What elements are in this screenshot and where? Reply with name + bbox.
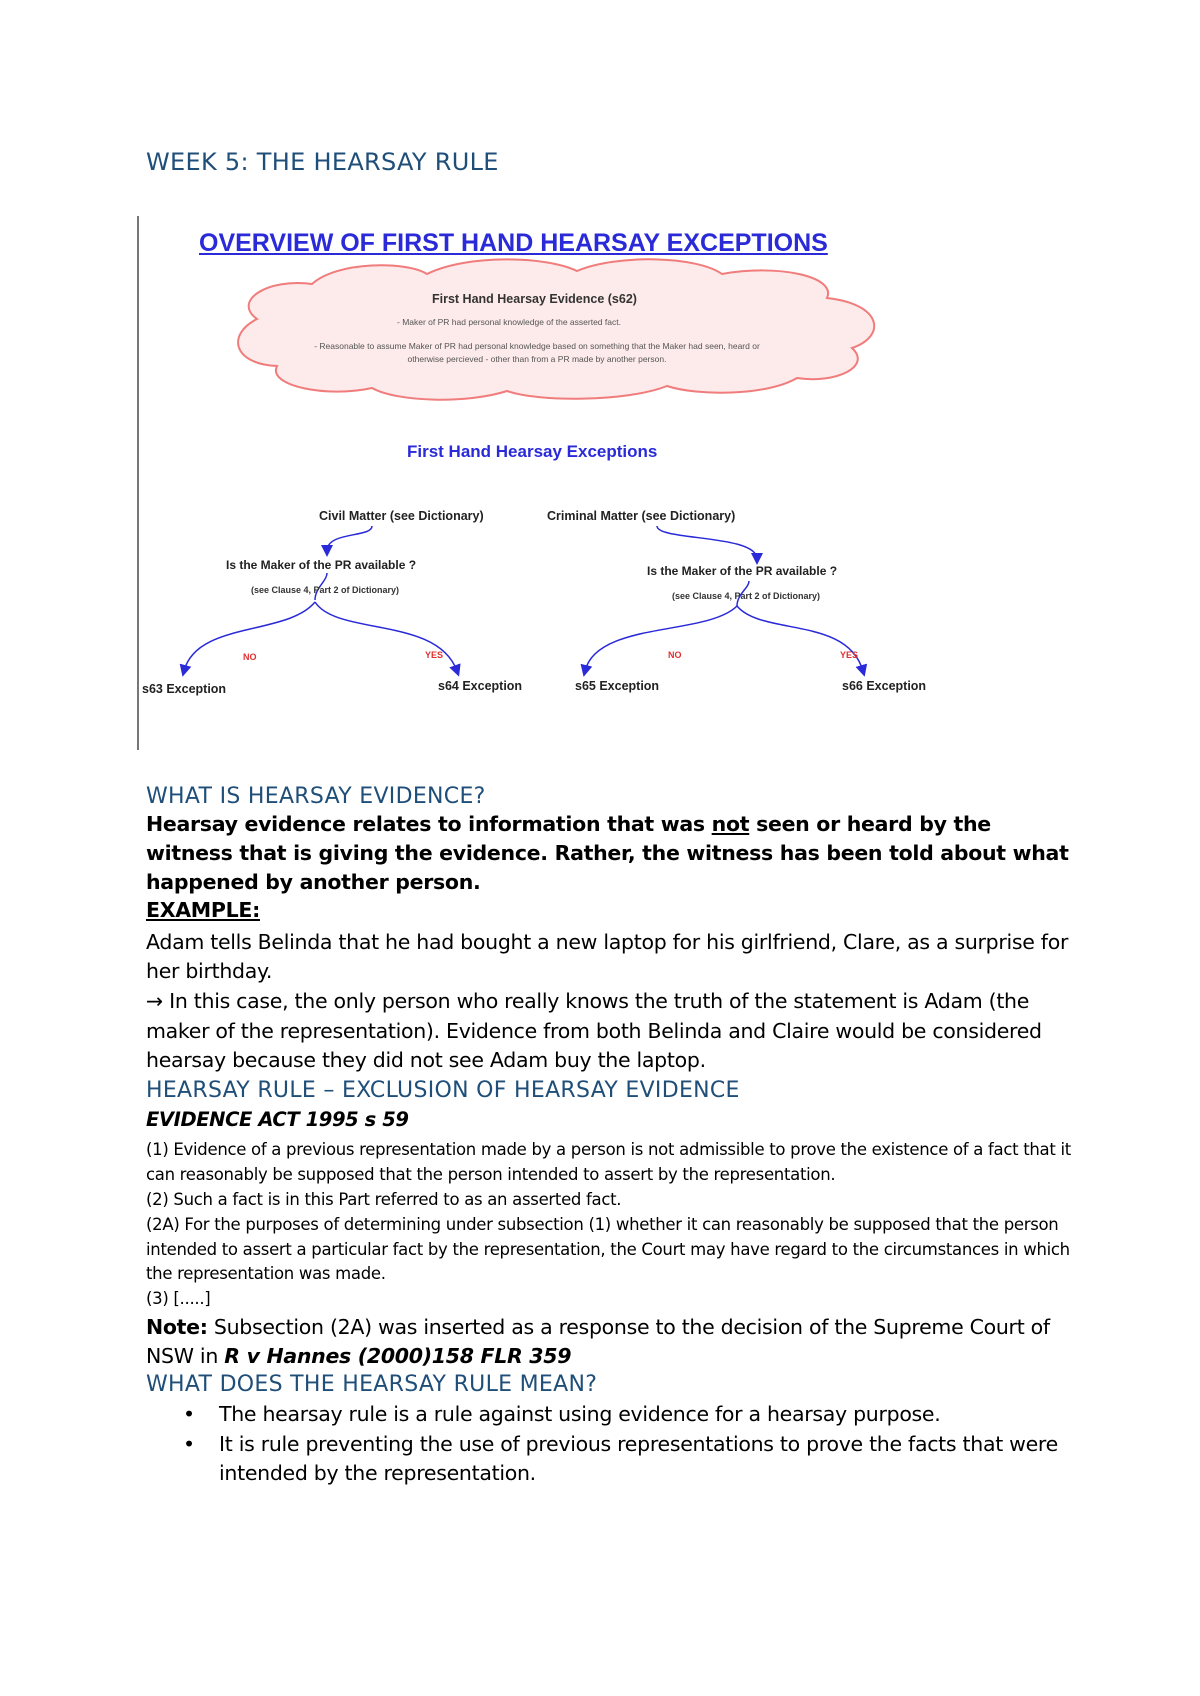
- cloud-line-2: - Reasonable to assume Maker of PR had personal knowledge based on something that the Maker had seen, heard or otherwise percieved - other than from a PR made by another person.: [314, 341, 760, 364]
- example-explanation: [146, 987, 1076, 1076]
- civil-matter-label: Civil Matter (see Dictionary): [319, 509, 484, 523]
- case-citation: R v Hannes (2000)158 FLR 359: [224, 1344, 572, 1368]
- s63-exception: s63 Exception: [142, 682, 227, 696]
- no-label-civil: NO: [243, 652, 257, 662]
- example-label: EXAMPLE:: [146, 898, 260, 922]
- arrow-to-s66: [737, 606, 863, 671]
- explanation-text: In this case, the only person who really knows the truth of the statement is Adam (the maker of the representation). Evidence from both Belinda and Claire would be considered hearsay because they did not see Adam buy the laptop.: [146, 989, 1042, 1072]
- civil-connector: [327, 526, 372, 551]
- subsection-2a: (2A) For the purposes of determining under subsection (1) whether it can reasonably be supposed that the person intended to assert a particular fact by the representation, the Court may have regard to the circumstances in which the representation was made.: [146, 1215, 1070, 1283]
- list-item-text: The hearsay rule is a rule against using evidence for a hearsay purpose.: [219, 1402, 941, 1426]
- cloud-title: First Hand Hearsay Evidence (s62): [432, 292, 637, 306]
- yes-label-civil: YES: [425, 650, 444, 660]
- subsection-1: (1) Evidence of a previous representation made by a person is not admissible to prove the existence of a fact that it can reasonably be supposed that the person intended to assert by the representation.: [146, 1140, 1071, 1184]
- definition-emphasis: not: [711, 812, 750, 836]
- note-paragraph: [146, 1313, 1076, 1371]
- example-text: Adam tells Belinda that he had bought a new laptop for his girlfriend, Clare, as a surprise for her birthday.: [146, 930, 1069, 983]
- s66-exception: s66 Exception: [842, 679, 927, 693]
- arrow-icon: →: [146, 989, 163, 1013]
- figure-subtitle: First Hand Hearsay Exceptions: [407, 442, 658, 461]
- meaning-bullet-list: [146, 1400, 1076, 1489]
- yes-label-criminal: YES: [840, 650, 859, 660]
- clause-ref-criminal: (see Clause 4, Part 2 of Dictionary): [672, 591, 821, 601]
- question-civil: Is the Maker of the PR available ?: [226, 558, 417, 572]
- definition-text-start: Hearsay evidence relates to information that was: [146, 812, 712, 836]
- hearsay-rule-heading: HEARSAY RULE – EXCLUSION OF HEARSAY EVIDENCE: [146, 1078, 740, 1103]
- s65-exception: s65 Exception: [575, 679, 660, 693]
- cloud-shape: [238, 259, 874, 399]
- rule-meaning-heading: WHAT DOES THE HEARSAY RULE MEAN?: [146, 1372, 598, 1397]
- hearsay-exceptions-diagram: [137, 216, 945, 750]
- s64-exception: s64 Exception: [438, 679, 523, 693]
- question-criminal: Is the Maker of the PR available ?: [647, 564, 838, 578]
- note-text: Subsection (2A) was inserted as a response to the decision of the Supreme Court of NSW in: [146, 1315, 1050, 1368]
- page-title: WEEK 5: THE HEARSAY RULE: [146, 148, 499, 176]
- bullet-icon: •: [183, 1402, 195, 1426]
- what-is-hearsay-heading: WHAT IS HEARSAY EVIDENCE?: [146, 784, 486, 809]
- list-item: [146, 1400, 1076, 1430]
- criminal-matter-label: Criminal Matter (see Dictionary): [547, 509, 736, 523]
- criminal-connector: [657, 526, 757, 559]
- arrow-to-s65: [585, 606, 737, 671]
- subsection-3: (3) [.....]: [146, 1289, 211, 1308]
- definition-text-end: seen or heard by the witness that is giving the evidence. Rather, the witness has been told about what happened by another person.: [146, 812, 1069, 894]
- figure-title: OVERVIEW OF FIRST HAND HEARSAY EXCEPTIONS: [199, 229, 828, 257]
- subsection-2: (2) Such a fact is in this Part referred to as an asserted fact.: [146, 1190, 622, 1209]
- arrow-to-s64: [315, 602, 457, 671]
- cloud-line-1: - Maker of PR had personal knowledge of the asserted fact.: [397, 317, 621, 327]
- act-section-title: EVIDENCE ACT 1995 s 59: [146, 1108, 409, 1131]
- hearsay-definition: [146, 810, 1076, 897]
- note-label: Note:: [146, 1315, 208, 1339]
- list-item: [146, 1430, 1076, 1489]
- bullet-icon: •: [183, 1431, 195, 1456]
- list-item-text: It is rule preventing the use of previous representations to prove the facts that were intended by the representation.: [219, 1431, 1058, 1485]
- clause-ref-civil: (see Clause 4, Part 2 of Dictionary): [251, 585, 400, 595]
- no-label-criminal: NO: [668, 650, 682, 660]
